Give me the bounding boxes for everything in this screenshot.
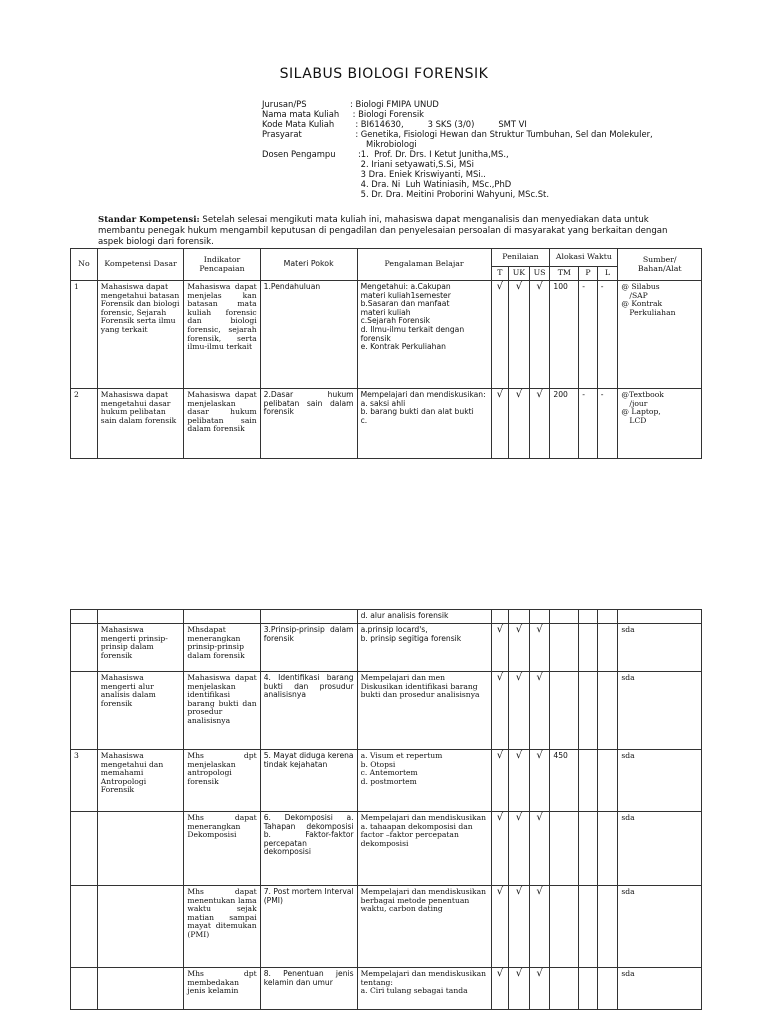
info-row xyxy=(262,179,653,189)
cell-line: a.prinsip locard's, xyxy=(360,625,428,634)
cell-pengalaman xyxy=(357,624,491,672)
cell-us: √ xyxy=(529,968,550,1010)
info-label: Jurusan/PS xyxy=(262,99,307,109)
cell-us: √ xyxy=(529,886,550,968)
cell-p: - xyxy=(579,281,598,389)
cell-p xyxy=(579,886,598,968)
cell-p xyxy=(579,968,598,1010)
info-row xyxy=(262,129,653,139)
cell-indikator: Mahasiswa dapat menjelas kan batasan mata kuliah forensic dan biologi forensic, sejarah forensik, serta ilmu-ilmu terkait xyxy=(184,281,260,389)
table-row xyxy=(71,672,702,750)
info-row xyxy=(262,189,653,199)
cell-sumber: sda xyxy=(618,812,702,886)
cell-line: materi kuliah xyxy=(360,307,411,317)
cell-line: a. Ciri tulang sebagai tanda xyxy=(360,986,468,996)
info-value: 2. Iriani setyawati,S.Si, MSi xyxy=(350,159,474,169)
cell-t: √ xyxy=(491,886,509,968)
info-value: :1. Prof. Dr. Drs. I Ketut Junitha,MS., xyxy=(350,149,509,159)
header-penilaian: Penilaian xyxy=(491,249,550,267)
info-row xyxy=(262,109,653,119)
header-indikator: Indikator Pencapaian xyxy=(184,249,260,281)
cell-indikator: Mhsdapat menerangkan prinsip-prinsip dalam forensik xyxy=(184,624,260,672)
table-row xyxy=(71,389,702,459)
cell-kompetensi: Mahasiswa mengerti prinsip-prinsip dalam forensik xyxy=(97,624,184,672)
info-row xyxy=(262,99,653,109)
cell-pengalaman xyxy=(357,812,491,886)
cell-tm xyxy=(550,624,579,672)
cell-indikator: Mahasiswa dapat menjelaskan dasar hukum pelibatan sain dalam forensik xyxy=(184,389,260,459)
cell-p: - xyxy=(579,389,598,459)
info-label xyxy=(262,179,350,189)
info-value: 4. Dra. Ni Luh Watiniasih, MSc.,PhD xyxy=(350,179,512,189)
cell-line: @ Silabus xyxy=(621,282,660,291)
cell-sumber: sda xyxy=(618,968,702,1010)
cell-materi: 2.Dasar hukum pelibatan sain dalam forensik xyxy=(260,389,357,459)
cell-line: d. postmortem xyxy=(360,776,417,786)
standar-kompetensi xyxy=(98,215,688,248)
cell-t: √ xyxy=(491,389,509,459)
cell-tm: 200 xyxy=(550,389,579,459)
cell-no: 1 xyxy=(71,281,98,389)
cell-line: /jour xyxy=(629,398,648,408)
header-us: US xyxy=(529,267,550,281)
cell-no xyxy=(71,812,98,886)
info-value: 5. Dr. Dra. Meitini Proborini Wahyuni, MSc.St. xyxy=(350,189,549,199)
cell-line: b. barang bukti dan alat bukti xyxy=(360,407,474,417)
cell-l xyxy=(597,812,618,886)
document-title: SILABUS BIOLOGI FORENSIK xyxy=(279,66,489,82)
table-row xyxy=(71,750,702,812)
cell-t: √ xyxy=(491,812,509,886)
cell-t: √ xyxy=(491,672,509,750)
cell-tm: 100 xyxy=(550,281,579,389)
cell-materi: 3.Prinsip-prinsip dalam forensik xyxy=(260,624,357,672)
cell-t: √ xyxy=(491,624,509,672)
cell-line: @Textbook xyxy=(621,390,664,399)
cell-pengalaman xyxy=(357,389,491,459)
cell-line: b.Sasaran dan manfaat xyxy=(360,299,450,309)
info-value: Mikrobiologi xyxy=(350,139,417,149)
info-label xyxy=(262,169,350,179)
header-tm: TM xyxy=(550,267,579,281)
info-value: : Biologi FMIPA UNUD xyxy=(350,99,439,109)
cell-line: Mempelajari dan mendiskusikan: xyxy=(360,390,486,399)
cell-l xyxy=(597,750,618,812)
cell-line: e. Kontrak Perkuliahan xyxy=(360,342,446,352)
table-row xyxy=(71,281,702,389)
cell-uk: √ xyxy=(509,968,530,1010)
cell-no xyxy=(71,624,98,672)
course-info xyxy=(262,99,653,199)
cell-t: √ xyxy=(491,750,509,812)
cell-no xyxy=(71,886,98,968)
cell-kompetensi xyxy=(97,812,184,886)
table-row xyxy=(71,812,702,886)
cell-us: √ xyxy=(529,672,550,750)
cell-line: b. Otopsi xyxy=(360,759,396,769)
cell-tm xyxy=(550,886,579,968)
cell-p xyxy=(579,624,598,672)
header-t: T xyxy=(491,267,509,281)
header-no: No xyxy=(71,249,98,281)
cell-l xyxy=(597,624,618,672)
cell-line: @ Kontrak xyxy=(621,299,663,309)
cell-pengalaman xyxy=(357,750,491,812)
header-sumber: Sumber/ Bahan/Alat xyxy=(618,249,702,281)
info-row xyxy=(262,169,653,179)
header-uk: UK xyxy=(509,267,530,281)
standar-label: Standar Kompetensi: xyxy=(98,215,200,225)
info-label: Nama mata Kuliah xyxy=(262,109,340,119)
cell-line: a. tahaapan dekomposisi dan factor –faktor percepatan dekomposisi xyxy=(360,821,473,848)
cell-materi: 7. Post mortem Interval (PMI) xyxy=(260,886,357,968)
cell-us: √ xyxy=(529,812,550,886)
cell-pengalaman xyxy=(357,281,491,389)
cell-uk: √ xyxy=(509,750,530,812)
info-label xyxy=(262,159,350,169)
standar-text: Setelah selesai mengikuti mata kuliah ini, mahasiswa dapat menganalisis dan menyediakan data untuk membantu penegak hukum mengambil keputusan di pengadilan dan penyelesaian persoalan di masyarakat yang berkaitan dengan aspek biologi dari forensik. xyxy=(98,215,668,247)
cell-line: /SAP xyxy=(629,290,648,300)
cell-line: b. prinsip segitiga forensik xyxy=(360,633,462,643)
header-materi: Materi Pokok xyxy=(260,249,357,281)
cell-us: √ xyxy=(529,389,550,459)
cell-p xyxy=(579,750,598,812)
info-value: : Genetika, Fisiologi Hewan dan Struktur Tumbuhan, Sel dan Molekuler, xyxy=(350,129,653,139)
cell-tm xyxy=(550,812,579,886)
cell-materi: 4. Identifikasi barang bukti dan prosudur analisisnya xyxy=(260,672,357,750)
cell-indikator: Mahasiswa dapat menjelaskan identifikasi barang bukti dan prosedur analisisnya xyxy=(184,672,260,750)
info-row xyxy=(262,139,653,149)
cell-no: 2 xyxy=(71,389,98,459)
cell-uk: √ xyxy=(509,281,530,389)
cell-materi: 1.Pendahuluan xyxy=(260,281,357,389)
cell-sumber: sda xyxy=(618,750,702,812)
cell-line: a. saksi ahli xyxy=(360,398,406,408)
cell-l: - xyxy=(597,281,618,389)
info-row xyxy=(262,159,653,169)
cell-sumber xyxy=(618,389,702,459)
cell-line: c.Sejarah Forensik xyxy=(360,316,431,326)
info-label: Dosen Pengampu xyxy=(262,149,336,159)
cell-l xyxy=(597,886,618,968)
cell-line: c. xyxy=(360,415,368,425)
info-row xyxy=(262,149,653,159)
cell-us: √ xyxy=(529,750,550,812)
header-kompetensi: Kompetensi Dasar xyxy=(97,249,184,281)
cell-tm xyxy=(550,968,579,1010)
info-value: : BI614630, 3 SKS (3/0) SMT VI xyxy=(350,119,527,129)
cell-materi: 8. Penentuan jenis kelamin dan umur xyxy=(260,968,357,1010)
cell-p xyxy=(579,812,598,886)
cell-pengalaman xyxy=(357,886,491,968)
syllabus-table-top xyxy=(70,248,702,459)
cell-t: √ xyxy=(491,968,509,1010)
cell-line: Mengetahui: a.Cakupan xyxy=(360,282,451,291)
cell-indikator: Mhs dapat menerangkan Dekomposisi xyxy=(184,812,260,886)
cell-kompetensi xyxy=(97,968,184,1010)
cell-no xyxy=(71,672,98,750)
header-p: P xyxy=(579,267,598,281)
cell-line: Mempelajari dan mendiskusikan berbagai metode penentuan waktu, carbon dating xyxy=(360,887,487,914)
cell-kompetensi xyxy=(97,886,184,968)
cell-tm xyxy=(550,672,579,750)
table-row xyxy=(71,610,702,624)
cell-tm: 450 xyxy=(550,750,579,812)
cell-line: c. Antemortem xyxy=(360,768,418,778)
cell-line: Mempelajari dan mendiskusikan xyxy=(360,813,487,822)
info-label: Prasyarat xyxy=(262,129,302,139)
cell-line: Mempelajari dan mendiskusikan tentang: xyxy=(360,969,487,987)
info-value: 3 Dra. Eniek Kriswiyanti, MSi.. xyxy=(350,169,486,179)
cell-line: Perkuliahan xyxy=(629,307,676,317)
info-label xyxy=(262,139,350,149)
cell-us: √ xyxy=(529,281,550,389)
cell-l: - xyxy=(597,389,618,459)
cell-kompetensi: Mahasiswa mengetahui dan memahami Antropologi Forensik xyxy=(97,750,184,812)
cell-l xyxy=(597,672,618,750)
table-row xyxy=(71,886,702,968)
cell-line: LCD xyxy=(629,415,647,425)
info-value: : Biologi Forensik xyxy=(350,109,425,119)
cell-pengalaman xyxy=(357,968,491,1010)
cell-uk: √ xyxy=(509,886,530,968)
cell-no xyxy=(71,968,98,1010)
cell-uk: √ xyxy=(509,672,530,750)
info-label xyxy=(262,189,350,199)
cell-kompetensi: Mahasiswa mengerti alur analisis dalam forensik xyxy=(97,672,184,750)
syllabus-table-continued xyxy=(70,609,702,1010)
cell-line: materi kuliah1semester xyxy=(360,290,451,300)
cell-kompetensi: Mahasiswa dapat mengetahui dasar hukum pelibatan sain dalam forensik xyxy=(97,389,184,459)
cell-uk: √ xyxy=(509,812,530,886)
cell-uk: √ xyxy=(509,389,530,459)
cell-line: @ Laptop, xyxy=(621,407,661,417)
cell-sumber: sda xyxy=(618,624,702,672)
cell-kompetensi: Mahasiswa dapat mengetahui batasan Forensik dan biologi forensic, Sejarah Forensik serta ilmu yang terkait xyxy=(97,281,184,389)
cell-no: 3 xyxy=(71,750,98,812)
info-row xyxy=(262,119,653,129)
cell-indikator: Mhs dapat menentukan lama waktu sejak matian sampai mayat ditemukan (PMI) xyxy=(184,886,260,968)
cell-uk: √ xyxy=(509,624,530,672)
cell-l xyxy=(597,968,618,1010)
cell-us: √ xyxy=(529,624,550,672)
cell-indikator: Mhs dpt membedakan jenis kelamin xyxy=(184,968,260,1010)
header-pengalaman: Pengalaman Belajar xyxy=(357,249,491,281)
table-row xyxy=(71,624,702,672)
cell-line: Mempelajari dan men Diskusikan identifikasi barang bukti dan prosedur analisisnya xyxy=(360,673,480,700)
cell-sumber: sda xyxy=(618,886,702,968)
cell-sumber xyxy=(618,281,702,389)
header-alokasi: Alokasi Waktu xyxy=(550,249,618,267)
continued-text: d. alur analisis forensik xyxy=(357,610,491,624)
cell-materi: 6. Dekomposisi a. Tahapan dekomposisi b. Faktor-faktor percepatan dekomposisi xyxy=(260,812,357,886)
cell-line: a. Visum et repertum xyxy=(360,751,443,760)
cell-line: d. Ilmu-ilmu terkait dengan forensik xyxy=(360,324,465,343)
cell-t: √ xyxy=(491,281,509,389)
cell-materi: 5. Mayat diduga kerena tindak kejahatan xyxy=(260,750,357,812)
cell-indikator: Mhs dpt menjelaskan antropologi forensik xyxy=(184,750,260,812)
table-row xyxy=(71,968,702,1010)
info-label: Kode Mata Kuliah xyxy=(262,119,335,129)
cell-pengalaman xyxy=(357,672,491,750)
cell-sumber: sda xyxy=(618,672,702,750)
cell-p xyxy=(579,672,598,750)
header-l: L xyxy=(597,267,618,281)
